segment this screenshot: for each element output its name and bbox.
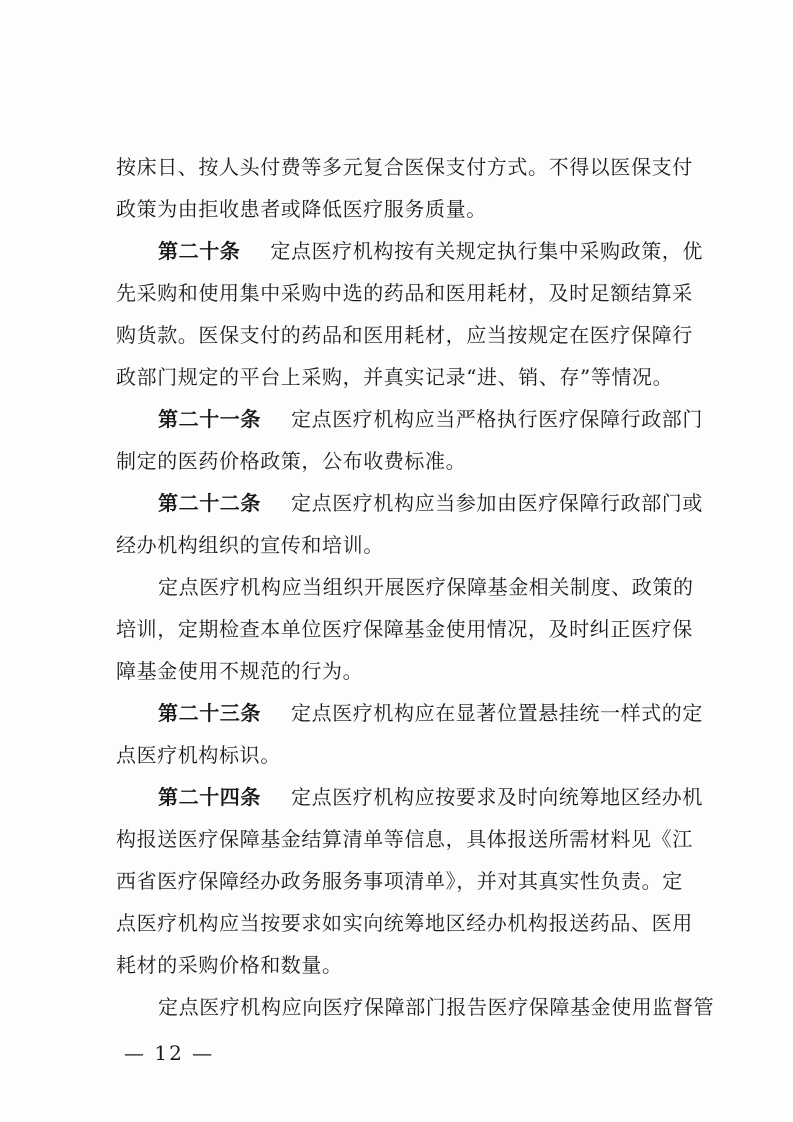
body-line: 定点医疗机构应当组织开展医疗保障基金相关制度、政策的 <box>158 575 694 599</box>
body-line: 定点医疗机构应当严格执行医疗保障行政部门 <box>291 407 703 431</box>
body-line: 定点医疗机构应当参加由医疗保障行政部门或 <box>291 491 703 515</box>
page-number: — 12 — <box>124 1041 215 1065</box>
article-22-label: 第二十二条 <box>158 491 261 515</box>
body-line: 定点医疗机构按有关规定执行集中采购政策，优 <box>270 239 704 263</box>
body-line: 构报送医疗保障基金结算清单等信息，具体报送所需材料见《江 <box>116 827 693 851</box>
article-22-line <box>158 490 703 516</box>
article-20-line <box>158 238 703 264</box>
body-line: 点医疗机构标识。 <box>116 743 281 767</box>
body-line: 点医疗机构应当按要求如实向统筹地区经办机构报送药品、医用 <box>116 911 693 935</box>
article-20-label: 第二十条 <box>158 239 241 263</box>
body-line: 购货款。医保支付的药品和医用耗材，应当按规定在医疗保障行 <box>116 323 693 347</box>
article-24-label: 第二十四条 <box>158 785 261 809</box>
body-line: 培训，定期检查本单位医疗保障基金使用情况，及时纠正医疗保 <box>116 617 693 641</box>
body-line: 先采购和使用集中采购中选的药品和医用耗材，及时足额结算采 <box>116 281 693 305</box>
article-21-label: 第二十一条 <box>158 407 261 431</box>
body-line: 定点医疗机构应向医疗保障部门报告医疗保障基金使用监督管 <box>158 995 715 1019</box>
body-line: 政部门规定的平台上采购，并真实记录“进、销、存”等情况。 <box>116 365 674 389</box>
article-24-line <box>158 784 703 810</box>
article-23-label: 第二十三条 <box>158 701 261 725</box>
body-line: 按床日、按人头付费等多元复合医保支付方式。不得以医保支付 <box>116 155 693 179</box>
body-line: 定点医疗机构应按要求及时向统筹地区经办机 <box>291 785 703 809</box>
article-21-line <box>158 406 703 432</box>
article-23-line <box>158 700 703 726</box>
body-line: 政策为由拒收患者或降低医疗服务质量。 <box>116 197 487 221</box>
body-line: 经办机构组织的宣传和培训。 <box>116 533 384 557</box>
body-line: 西省医疗保障经办政务服务事项清单》，并对其真实性负责。定 <box>116 869 683 893</box>
body-line: 障基金使用不规范的行为。 <box>116 659 364 683</box>
body-line: 制定的医药价格政策，公布收费标准。 <box>116 449 467 473</box>
body-line: 耗材的采购价格和数量。 <box>116 953 343 977</box>
body-line: 定点医疗机构应在显著位置悬挂统一样式的定 <box>291 701 703 725</box>
